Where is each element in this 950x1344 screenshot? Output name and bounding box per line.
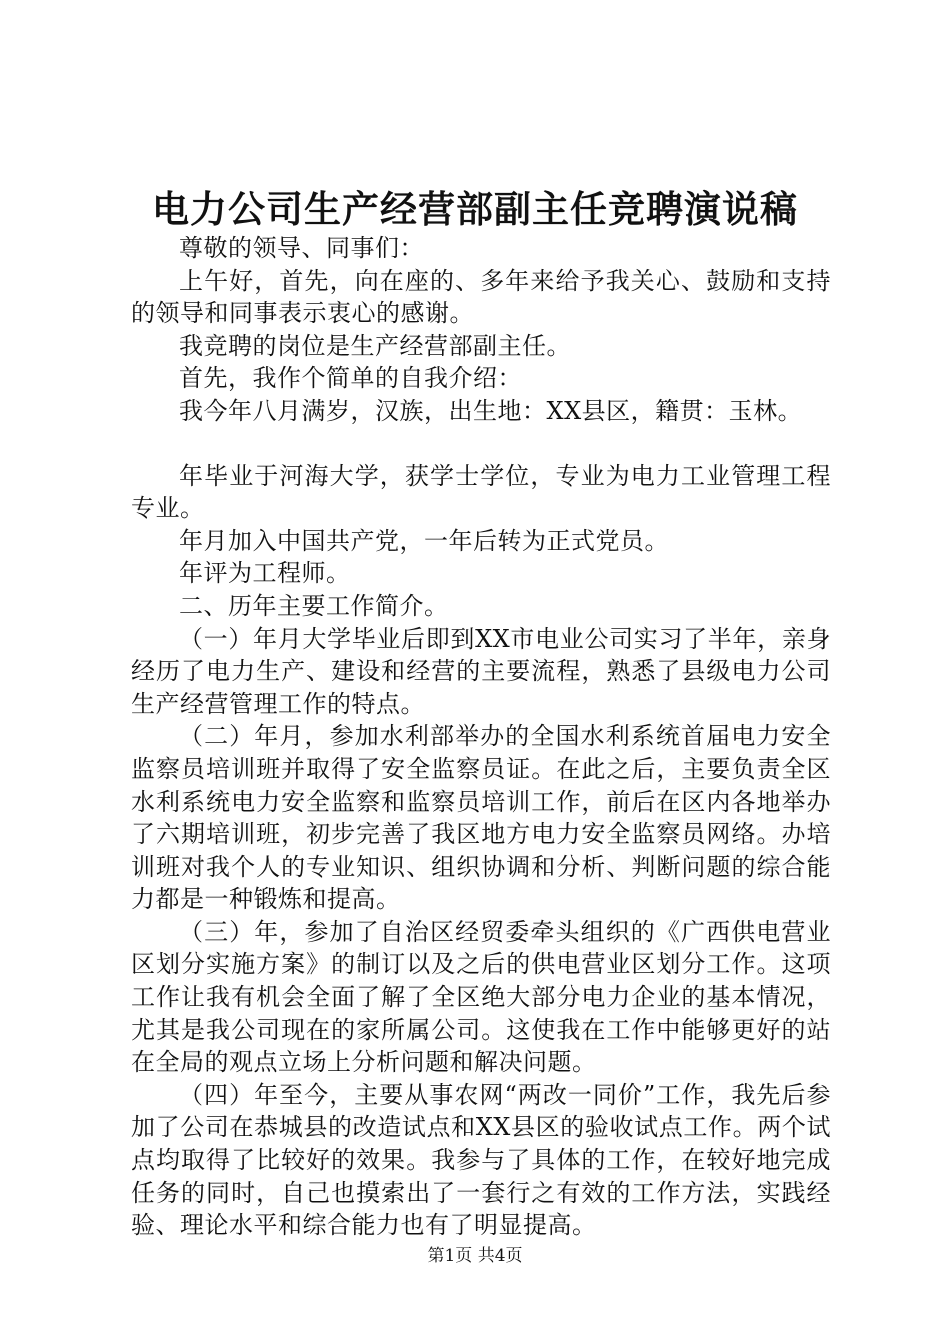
- paragraph-work-heading: 二、历年主要工作简介。: [179, 591, 449, 620]
- document-title: 电力公司生产经营部副主任竞聘演说稿: [152, 187, 798, 231]
- paragraph-work-3: （三）年，参加了自治区经贸委牵头组织的《广西供电营业区划分实施方案》的制订以及之后的供电营业区划分工作。这项工作让我有机会全面了解了全区绝大部分电力企业的基本情况，尤其是我公司现在的家所属公司。这使我在工作中能够更好的站在全局的观点立场上分析问题和解决问题。: [131, 917, 831, 1077]
- paragraph-work-1: （一）年月大学毕业后即到XX市电业公司实习了半年，亲身经历了电力生产、建设和经营的主要流程，熟悉了县级电力公司生产经营管理工作的特点。: [131, 624, 831, 718]
- paragraph-title: 年评为工程师。: [179, 559, 351, 588]
- page-number: 第1页 共4页: [427, 1246, 523, 1266]
- paragraph-position: 我竞聘的岗位是生产经营部副主任。: [179, 331, 571, 360]
- paragraph-education: 年毕业于河海大学，获学士学位，专业为电力工业管理工程专业。: [131, 461, 831, 523]
- paragraph-work-2: （二）年月，参加水利部举办的全国水利系统首届电力安全监察员培训班并取得了安全监察员证。在此之后，主要负责全区水利系统电力安全监察和监察员培训工作，前后在区内各地举办了六期培训班，初步完善了我区地方电力安全监察员网络。办培训班对我个人的专业知识、组织协调和分析、判断问题的综合能力都是一种锻炼和提高。: [131, 722, 831, 914]
- paragraph-intro-heading: 首先，我作个简单的自我介绍：: [179, 364, 522, 393]
- paragraph-personal-info: 我今年八月满岁，汉族，出生地：XX县区，籍贯：玉林。: [179, 396, 803, 425]
- paragraph-party: 年月加入中国共产党，一年后转为正式党员。: [179, 526, 669, 555]
- paragraph-thanks: 上午好，首先，向在座的、多年来给予我关心、鼓励和支持的领导和同事表示衷心的感谢。: [131, 266, 831, 328]
- document-body: [131, 232, 831, 1242]
- paragraph-work-4: （四）年至今，主要从事农网“两改一同价”工作，我先后参加了公司在恭城县的改造试点和XX县区的验收试点工作。两个试点均取得了比较好的效果。我参与了具体的工作，在较好地完成任务的同时，自己也摸索出了一套行之有效的工作方法，实践经验、理论水平和综合能力也有了明显提高。: [131, 1080, 831, 1240]
- paragraph-greeting: 尊敬的领导、同事们：: [179, 234, 424, 262]
